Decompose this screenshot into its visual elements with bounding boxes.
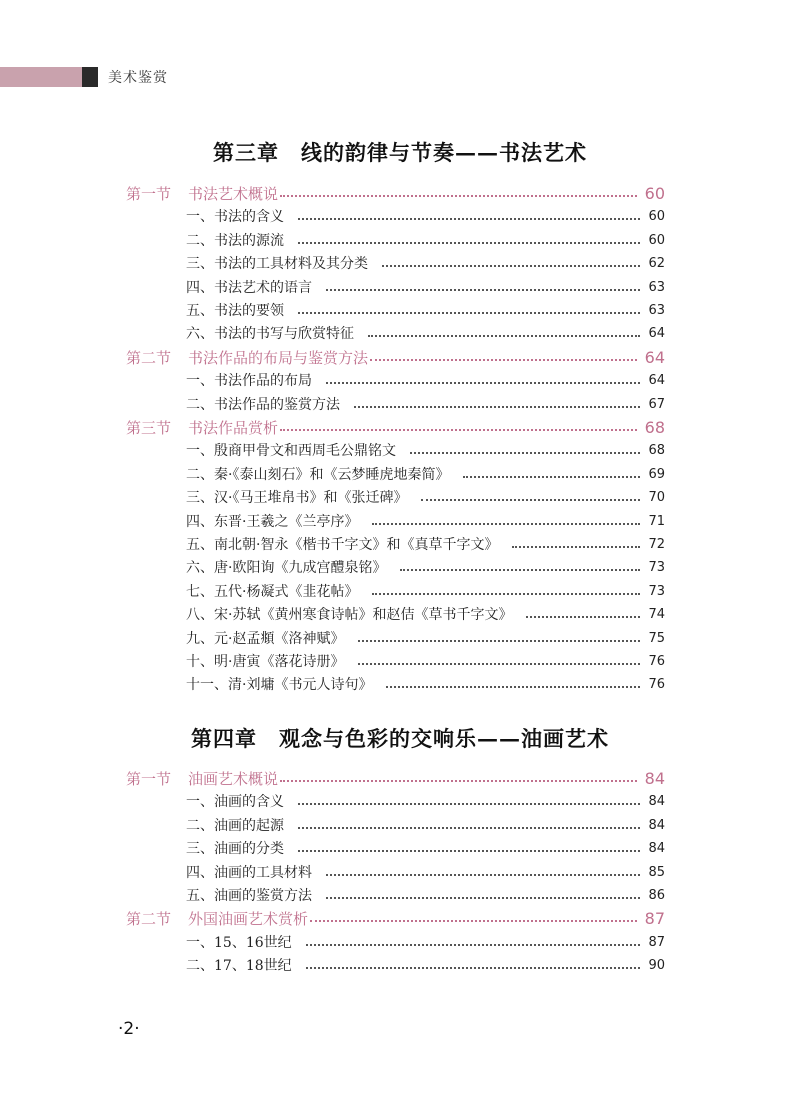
entry-title: 三、油画的分类: [186, 841, 284, 857]
entry-page: 75: [648, 630, 665, 646]
toc-entry-row[interactable]: [186, 321, 665, 345]
entry-title: 一、油画的含义: [186, 794, 284, 810]
dot-leader: [298, 827, 640, 829]
toc-entry-row[interactable]: [186, 509, 665, 533]
dot-leader: [280, 195, 637, 197]
dot-leader: [354, 406, 640, 408]
toc-entry-row[interactable]: [186, 204, 665, 228]
entry-page: 84: [648, 793, 665, 809]
section-label: 第二节: [126, 348, 172, 367]
entry-page: 73: [648, 583, 665, 599]
dot-leader: [526, 616, 640, 618]
toc-entry-row[interactable]: [186, 298, 665, 322]
dot-leader: [306, 967, 641, 969]
entry-page: 84: [648, 840, 665, 856]
entry-page: 60: [648, 208, 665, 224]
toc-entry-row[interactable]: [186, 485, 665, 509]
entry-title: 二、书法作品的鉴赏方法: [186, 397, 340, 413]
toc-section-row[interactable]: [126, 766, 665, 790]
toc-entry-row[interactable]: [186, 602, 665, 626]
toc-entry-row[interactable]: [186, 462, 665, 486]
entry-title: 二、油画的起源: [186, 818, 284, 834]
entry-title: 九、元·赵孟頫《洛神赋》: [186, 631, 345, 647]
section-title: 油画艺术概说: [188, 769, 279, 788]
header-marker: [82, 67, 98, 87]
dot-leader: [410, 452, 640, 454]
entry-page: 63: [648, 302, 665, 318]
entry-page: 74: [648, 606, 665, 622]
toc-entry-row[interactable]: [186, 555, 665, 579]
toc-section-row[interactable]: [126, 181, 665, 205]
header-color-band: [0, 67, 82, 87]
toc-entry-row[interactable]: [186, 860, 665, 884]
toc-entry-row[interactable]: [186, 883, 665, 907]
dot-leader: [298, 242, 640, 244]
entry-page: 64: [648, 372, 665, 388]
entry-page: 63: [648, 279, 665, 295]
dot-leader: [326, 289, 640, 291]
dot-leader: [298, 803, 640, 805]
section-page: 64: [644, 347, 665, 367]
dot-leader: [358, 640, 640, 642]
dot-leader: [368, 335, 640, 337]
dot-leader: [280, 429, 637, 431]
section-title: 外国油画艺术赏析: [188, 909, 309, 928]
entry-page: 84: [648, 817, 665, 833]
toc-entry-row[interactable]: [186, 626, 665, 650]
entry-page: 87: [648, 934, 665, 950]
page-number: ·2·: [118, 1019, 140, 1039]
toc-entry-row[interactable]: [186, 228, 665, 252]
dot-leader: [326, 382, 640, 384]
toc-entry-row[interactable]: [186, 275, 665, 299]
toc-entry-row[interactable]: [186, 649, 665, 673]
entry-title: 一、殷商甲骨文和西周毛公鼎铭文: [186, 443, 396, 459]
entry-title: 一、书法的含义: [186, 209, 284, 225]
dot-leader: [400, 569, 640, 571]
entry-title: 四、油画的工具材料: [186, 865, 312, 881]
dot-leader: [326, 897, 640, 899]
entry-title: 八、宋·苏轼《黄州寒食诗帖》和赵佶《草书千字文》: [186, 607, 513, 623]
chapter-title: 第三章 线的韵律与节奏——书法艺术: [213, 140, 587, 165]
section-label: 第三节: [126, 418, 172, 437]
section-label: 第二节: [126, 909, 172, 928]
section-title: 书法艺术概说: [188, 184, 279, 203]
dot-leader: [463, 476, 640, 478]
entry-page: 68: [648, 442, 665, 458]
dot-leader: [326, 874, 640, 876]
section-label: 第一节: [126, 184, 172, 203]
toc-entry-row[interactable]: [186, 532, 665, 556]
dot-leader: [298, 850, 640, 852]
toc-entry-row[interactable]: [186, 438, 665, 462]
dot-leader: [298, 218, 640, 220]
dot-leader: [298, 312, 640, 314]
entry-page: 70: [648, 489, 665, 505]
dot-leader: [386, 686, 640, 688]
entry-title: 七、五代·杨凝式《韭花帖》: [186, 584, 359, 600]
entry-title: 四、东晋·王羲之《兰亭序》: [186, 514, 359, 530]
toc-entry-row[interactable]: [186, 789, 665, 813]
section-label: 第一节: [126, 769, 172, 788]
dot-leader: [372, 523, 640, 525]
entry-page: 73: [648, 559, 665, 575]
entry-title: 五、南北朝·智永《楷书千字文》和《真草千字文》: [186, 537, 499, 553]
entry-page: 62: [648, 255, 665, 271]
entry-title: 一、15、16世纪: [186, 935, 292, 951]
entry-title: 四、书法艺术的语言: [186, 280, 312, 296]
toc-entry-row[interactable]: [186, 579, 665, 603]
running-header-title: 美术鉴赏: [108, 70, 168, 86]
section-page: 84: [644, 768, 665, 788]
entry-title: 三、汉·《马王堆帛书》和《张迁碑》: [186, 490, 408, 506]
toc-entry-row[interactable]: [186, 813, 665, 837]
toc-entry-row[interactable]: [186, 392, 665, 416]
chapter-title: 第四章 观念与色彩的交响乐——油画艺术: [191, 726, 609, 751]
entry-title: 三、书法的工具材料及其分类: [186, 256, 368, 272]
entry-title: 五、书法的要领: [186, 303, 284, 319]
entry-page: 64: [648, 325, 665, 341]
section-page: 87: [644, 908, 665, 928]
entry-page: 86: [648, 887, 665, 903]
dot-leader: [280, 780, 637, 782]
entry-page: 76: [648, 653, 665, 669]
dot-leader: [306, 944, 641, 946]
entry-page: 71: [648, 513, 665, 529]
entry-page: 90: [648, 957, 665, 973]
dot-leader: [382, 265, 640, 267]
toc-entry-row[interactable]: [186, 930, 665, 954]
section-page: 60: [644, 183, 665, 203]
entry-title: 十、明·唐寅《落花诗册》: [186, 654, 345, 670]
dot-leader: [421, 499, 640, 501]
entry-page: 72: [648, 536, 665, 552]
entry-title: 十一、清·刘墉《书元人诗句》: [186, 677, 373, 693]
dot-leader: [370, 359, 637, 361]
section-title: 书法作品的布局与鉴赏方法: [188, 348, 369, 367]
entry-page: 76: [648, 676, 665, 692]
toc-entry-row[interactable]: [186, 251, 665, 275]
toc-entry-row[interactable]: [186, 953, 665, 977]
entry-page: 67: [648, 396, 665, 412]
toc-entry-row[interactable]: [186, 836, 665, 860]
toc-section-row[interactable]: [126, 345, 665, 369]
section-title: 书法作品赏析: [188, 418, 279, 437]
section-page: 68: [644, 417, 665, 437]
entry-page: 85: [648, 864, 665, 880]
entry-title: 六、唐·欧阳询《九成宫醴泉铭》: [186, 560, 387, 576]
dot-leader: [512, 546, 640, 548]
entry-title: 一、书法作品的布局: [186, 373, 312, 389]
toc-section-row[interactable]: [126, 906, 665, 930]
toc-section-row[interactable]: [126, 415, 665, 439]
entry-title: 二、秦·《泰山刻石》和《云梦睡虎地秦简》: [186, 467, 450, 483]
toc-entry-row[interactable]: [186, 368, 665, 392]
dot-leader: [372, 593, 640, 595]
entry-page: 69: [648, 466, 665, 482]
entry-page: 60: [648, 232, 665, 248]
dot-leader: [358, 663, 640, 665]
dot-leader: [310, 920, 637, 922]
entry-title: 二、书法的源流: [186, 233, 284, 249]
entry-title: 五、油画的鉴赏方法: [186, 888, 312, 904]
toc-entry-row[interactable]: [186, 672, 665, 696]
entry-title: 二、17、18世纪: [186, 958, 292, 974]
entry-title: 六、书法的书写与欣赏特征: [186, 326, 354, 342]
